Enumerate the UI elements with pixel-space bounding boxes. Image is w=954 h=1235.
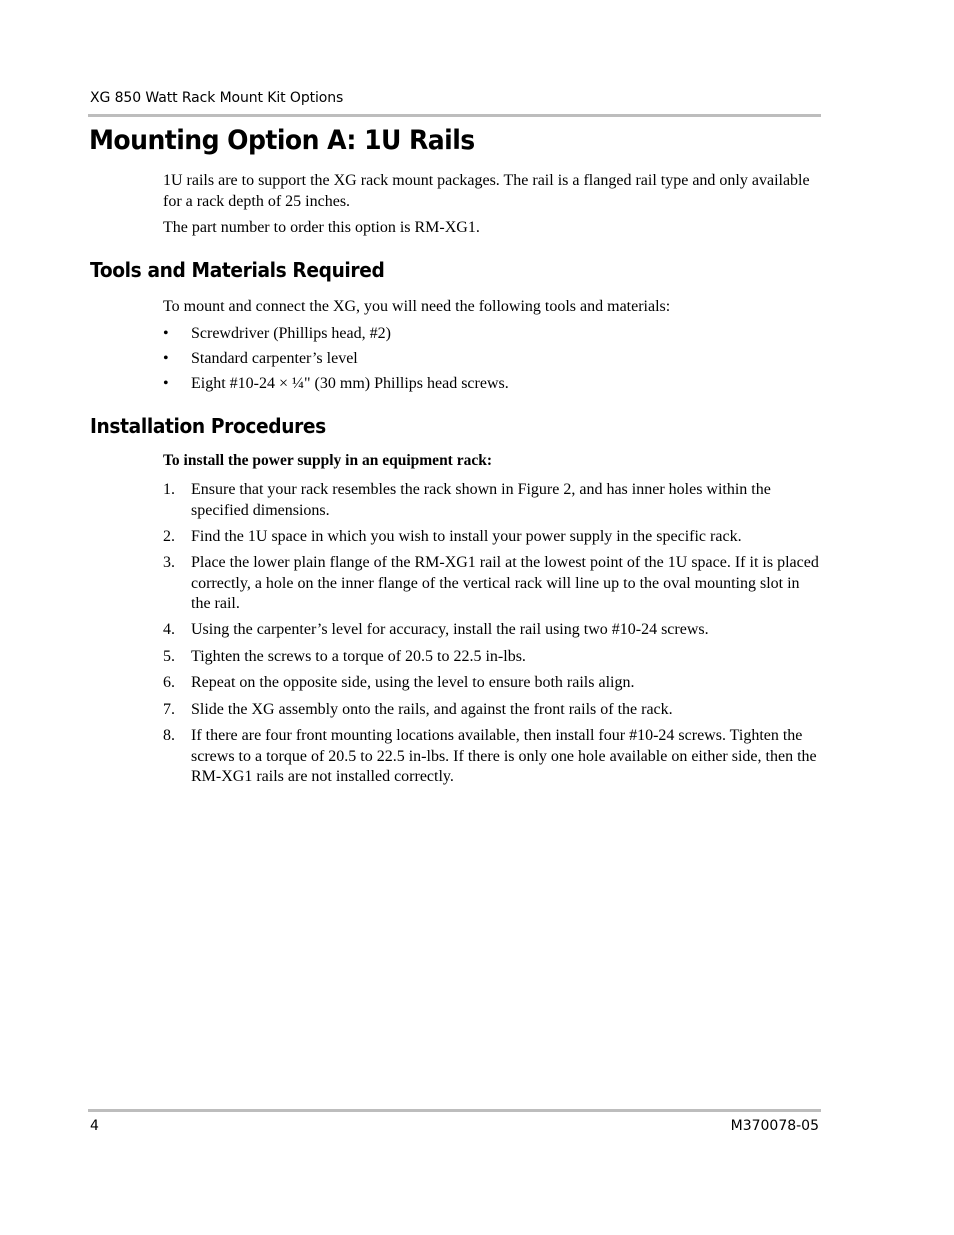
page-number: 4 (90, 1118, 99, 1134)
step-text: Ensure that your rack resembles the rack shown in Figure 2, and has inner holes within the specified dimensions. (191, 481, 771, 519)
list-item-text: Eight #10-24 × ¼" (30 mm) Phillips head screws. (191, 375, 509, 392)
list-item-text: Standard carpenter’s level (191, 350, 358, 367)
procedure-step (163, 527, 823, 548)
procedure-step (163, 553, 823, 615)
bullet-marker: • (163, 375, 169, 392)
procedure-step (163, 673, 823, 694)
step-text: Find the 1U space in which you wish to install your power supply in the specific rack. (191, 528, 742, 545)
bullet-marker: • (163, 350, 169, 367)
step-text: Place the lower plain flange of the RM-XG1 rail at the lowest point of the 1U space. If it is placed correctly, a hole on the inner flange of the vertical rack will line up to the oval mounting slot in the rail. (191, 554, 819, 612)
list-item (163, 349, 823, 370)
step-number: 7. (163, 701, 175, 718)
procedure-step (163, 620, 823, 641)
step-text: Using the carpenter’s level for accuracy, install the rail using two #10-24 screws. (191, 621, 709, 638)
step-text: Tighten the screws to a torque of 20.5 to 22.5 in-lbs. (191, 648, 526, 665)
step-number: 6. (163, 674, 175, 691)
page-title: Mounting Option A: 1U Rails (89, 125, 475, 156)
step-number: 5. (163, 648, 175, 665)
step-number: 2. (163, 528, 175, 545)
procedure-step (163, 700, 823, 721)
step-text: If there are four front mounting locations available, then install four #10-24 screws. Tighten the screws to a torque of 20.5 to 22.5 in-lbs. If there is only one hole available on either side, then the RM-XG1 rails are not installed correctly. (191, 727, 817, 785)
tools-lead-paragraph: To mount and connect the XG, you will need the following tools and materials: (163, 298, 671, 315)
step-number: 4. (163, 621, 175, 638)
procedure-title: To install the power supply in an equipment rack: (163, 452, 493, 469)
intro-paragraph-2: The part number to order this option is RM-XG1. (163, 219, 480, 236)
procedure-step (163, 480, 823, 521)
running-header: XG 850 Watt Rack Mount Kit Options (90, 90, 344, 106)
procedure-step (163, 647, 823, 668)
footer-rule (88, 1109, 821, 1112)
step-number: 8. (163, 727, 175, 744)
header-rule (88, 114, 821, 117)
document-number: M370078-05 (730, 1118, 819, 1134)
step-number: 3. (163, 554, 175, 571)
list-item (163, 324, 823, 345)
intro-paragraph-1: 1U rails are to support the XG rack mount packages. The rail is a flanged rail type and only available for a rack depth of 25 inches. (163, 172, 810, 210)
bullet-marker: • (163, 325, 169, 342)
step-text: Repeat on the opposite side, using the level to ensure both rails align. (191, 674, 635, 691)
list-item (163, 374, 823, 395)
section-heading-tools: Tools and Materials Required (90, 258, 385, 282)
procedure-step (163, 726, 823, 788)
list-item-text: Screwdriver (Phillips head, #2) (191, 325, 391, 342)
step-number: 1. (163, 481, 175, 498)
step-text: Slide the XG assembly onto the rails, and against the front rails of the rack. (191, 701, 673, 718)
section-heading-installation: Installation Procedures (90, 414, 326, 438)
